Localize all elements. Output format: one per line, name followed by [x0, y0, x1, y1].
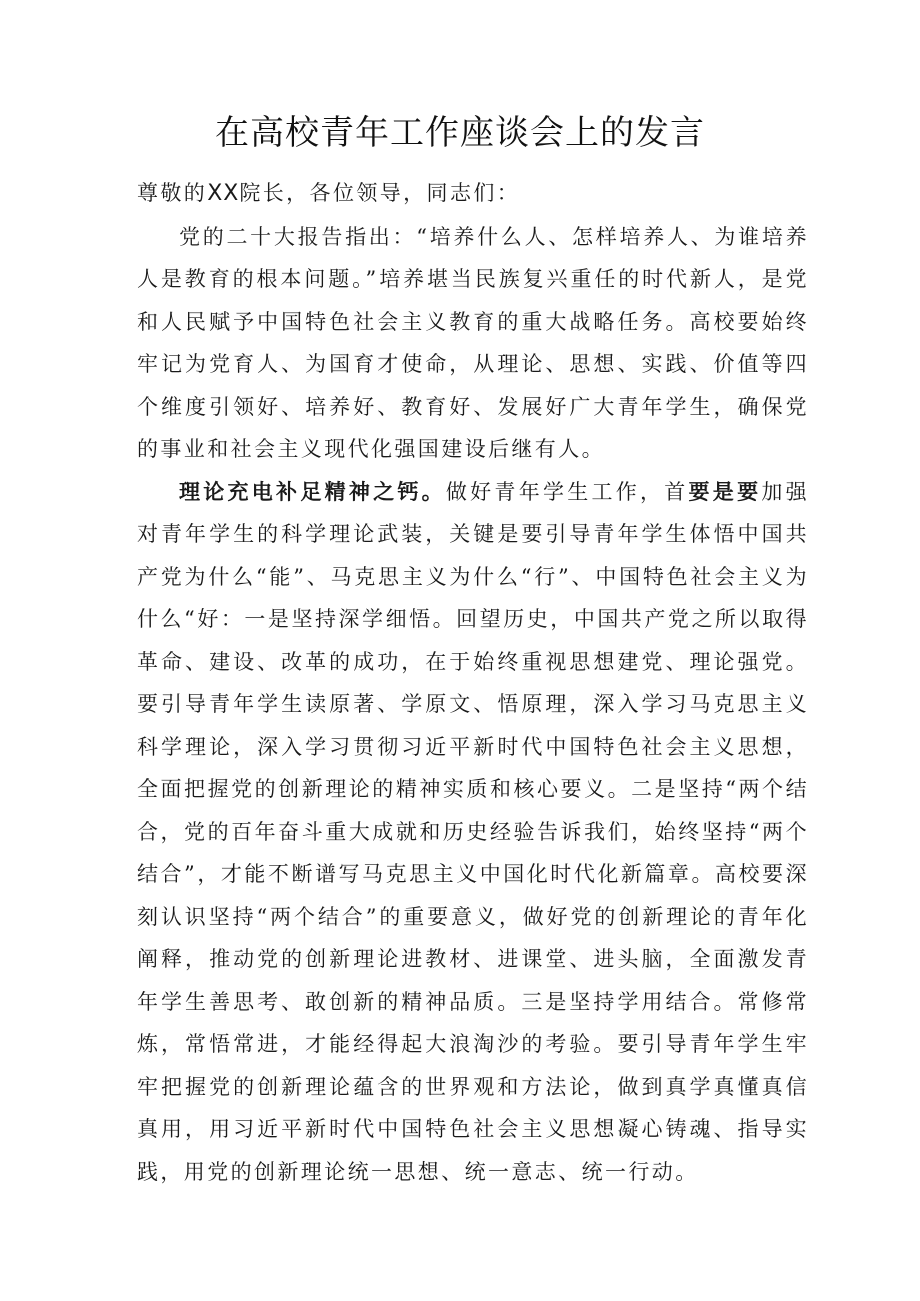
paragraph-intro: 党的二十大报告指出：“培养什么人、怎样培养人、为谁培养人是教育的根本问题。”培养堪当民族复兴重任的时代新人，是党和人民赋予中国特色社会主义教育的重大战略任务。高校要始终牢记为党育人、为国育才使命，从理论、思想、实践、价值等四个维度引领好、培养好、教育好、发展好广大青年学生，确保党的事业和社会主义现代化强国建设后继有人。 [137, 224, 809, 461]
document-body [137, 172, 809, 1193]
paragraph-lead: 做好青年学生工作，首 [445, 479, 689, 504]
paragraph-heading: 理论充电补足精神之钙。 [179, 478, 446, 504]
salutation [137, 172, 809, 216]
salutation-name: XX [207, 181, 240, 206]
document-title: 在高校青年工作座谈会上的发言 [215, 113, 705, 153]
salutation-suffix: 院长，各位领导，同志们： [239, 181, 521, 205]
paragraph-body: 加强对青年学生的科学理论武装，关键是要引导青年学生体悟中国共产党为什么“能”、马克思主义为什么“行”、中国特色社会主义为什么“好：一是坚持深学细悟。回望历史，中国共产党之所以取得革命、建设、改革的成功，在于始终重视思想建党、理论强党。要引导青年学生读原著、学原文、悟原理，深入学习马克思主义科学理论，深入学习贯彻习近平新时代中国特色社会主义思想，全面把握党的创新理论的精神实质和核心要义。二是坚持“两个结合，党的百年奋斗重大成就和历史经验告诉我们，始终坚持“两个结合”，才能不断谱写马克思主义中国化时代化新篇章。高校要深刻认识坚持“两个结合”的重要意义，做好党的创新理论的青年化阐释，推动党的创新理论进教材、进课堂、进头脑，全面激发青年学生善思考、敢创新的精神品质。三是坚持学用结合。常修常炼，常悟常进，才能经得起大浪淘沙的考验。要引导青年学生牢牢把握党的创新理论蕴含的世界观和方法论，做到真学真懂真信真用，用习近平新时代中国特色社会主义思想凝心铸魂、指导实践，用党的创新理论统一思想、统一意志、统一行动。 [137, 479, 810, 1184]
paragraph-theory [137, 471, 809, 1194]
paragraph-emphasis: 要是要 [688, 478, 762, 504]
salutation-prefix: 尊敬的 [137, 181, 208, 205]
